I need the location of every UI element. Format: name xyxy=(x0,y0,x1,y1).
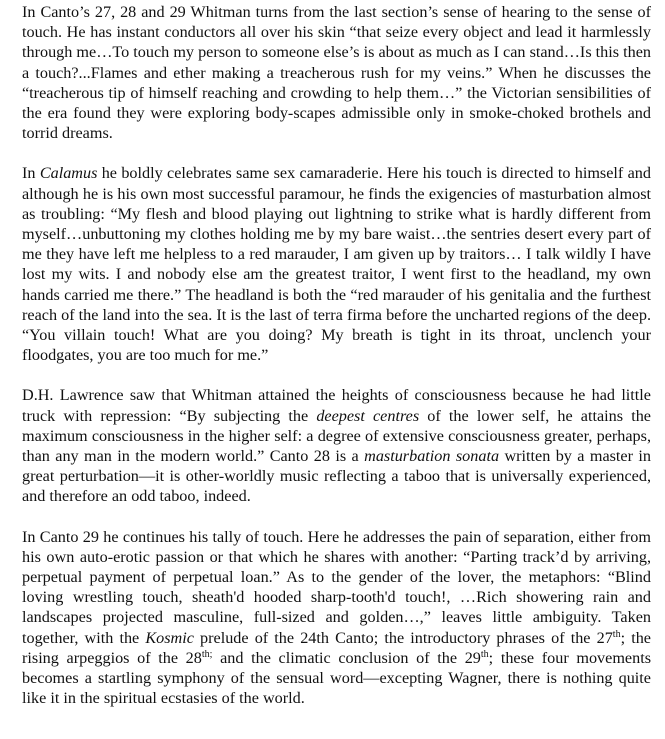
text-run: In xyxy=(22,164,40,183)
text-run: In Canto’s 27, 28 and 29 Whitman turns from the last section’s sense of hearing to the sense of touch. He has instant conductors all over his skin “that seize every object and lead it harmlessly through me…To touch my person to someone else’s is about as much as I can stand…Is this then a touch?...Flames and ether making a treacherous rush for my veins.” When he discusses the “treacherous tip of himself reaching and crowding to help them…” the Victorian sensibilities of the era found they were exploring body-scapes admissible only in smoke-choked brothels and torrid dreams. xyxy=(22,3,651,143)
italic-phrase: Kosmic xyxy=(145,628,194,647)
document-body xyxy=(22,2,651,709)
ordinal-suffix: th xyxy=(480,648,489,660)
text-run: ; these four movements becomes a startling symphony of the sensual word—excepting Wagner, there is nothing quite like it in the spiritual ecstasies of the world. xyxy=(22,648,651,708)
text-run: he boldly celebrates same sex camaraderie. Here his touch is directed to himself and although he is his own most successful paramour, he finds the exigencies of masturbation almost as troubling: “My flesh and blood playing out lightning to strike what is hardly different from myself…unbuttoning my clothes holding me by my bare waist…the sentries desert every part of me they have left me helpless to a red marauder, I am given up by traitors… I talk wildly I have lost my wits. I and nobody else am the greatest traitor, I went first to the headland, my own hands carried me there.” The headland is both the “red marauder of his genitalia and the furthest reach of the land into the sea. It is the last of terra firma before the uncharted regions of the deep. “You villain touch! What are you doing? My breath is tight in its throat, unclench your floodgates, you are too much for me.” xyxy=(22,164,651,365)
text-run: of the lower self, he attains the maximum consciousness in the higher self: a degree of extensive consciousness greater, perhaps, than any man in the modern world.” Canto 28 is a xyxy=(22,406,651,466)
text-run: and the climatic conclusion of the 29 xyxy=(212,648,481,667)
ordinal-suffix: th; xyxy=(201,648,213,660)
italic-phrase: masturbation sonata xyxy=(364,447,500,466)
text-run: prelude of the 24th Canto; the introductory phrases of the 27 xyxy=(193,628,613,647)
text-run: written by a master in great perturbation—it is other-worldly music reflecting a taboo that is universally experienced, and therefore an odd taboo, indeed. xyxy=(22,447,651,506)
paragraph-2 xyxy=(22,163,651,365)
paragraph-1 xyxy=(22,2,651,143)
italic-phrase: Calamus xyxy=(39,164,98,183)
paragraph-3 xyxy=(22,385,651,506)
italic-phrase: deepest centres xyxy=(316,406,420,425)
text-run: ; the rising arpeggios of the 28 xyxy=(22,628,651,667)
text-run: In Canto 29 he continues his tally of touch. Here he addresses the pain of separation, either from his own auto-erotic passion or that which he shares with another: “Parting track’d by arriving, perpetual payment of perpetual loan.” As to the gender of the lover, the metaphors: “Blind loving wrestling touch, sheath'd hooded sharp-tooth'd touch!, …Rich showering rain and landscapes projected masculine, full-sized and golden…,” leaves little ambiguity. Taken together, with the xyxy=(22,527,651,647)
ordinal-suffix: th xyxy=(612,628,621,640)
paragraph-4 xyxy=(22,527,651,709)
text-run: D.H. Lawrence saw that Whitman attained the heights of consciousness because he had little truck with repression: “By subjecting the xyxy=(22,386,651,425)
